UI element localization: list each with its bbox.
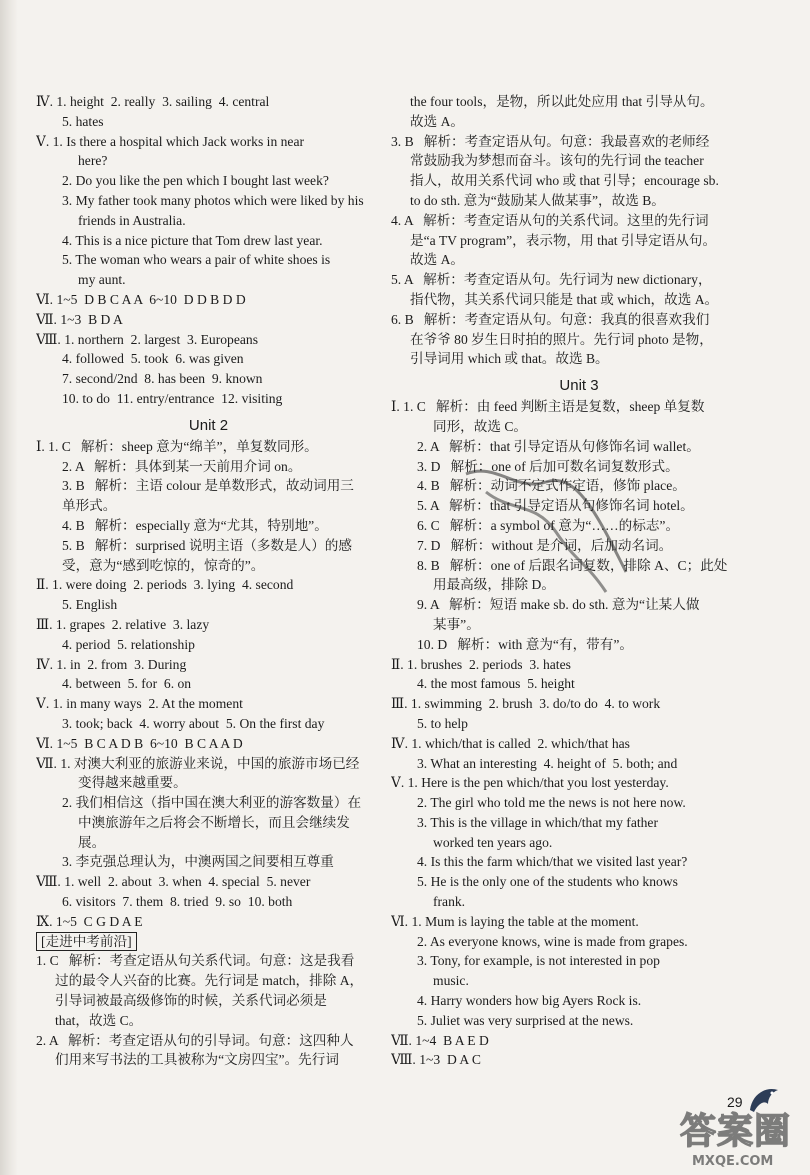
answer-line: Ⅲ. 1. swimming 2. brush 3. do/to do 4. to work [391, 696, 661, 712]
answer-line: 4. Harry wonders how big Ayers Rock is. [417, 993, 642, 1009]
answer-line: 6. B 解析：考查定语从句。句意：我真的很喜欢我们 [391, 311, 710, 327]
answer-line: 变得越来越重要。 [78, 775, 187, 791]
answer-line: 3. B 解析：主语 colour 是单数形式，故动词用三 [62, 478, 354, 494]
answer-line: friends in Australia. [78, 212, 186, 228]
answer-line: 5. B 解析：surprised 说明主语（多数是人）的感 [62, 537, 352, 553]
answer-line: Ⅶ. 1~3 B D A [36, 311, 123, 327]
left-column [36, 92, 381, 1070]
answer-line: the four tools，是物，所以此处应用 that 引导从句。 [410, 94, 714, 109]
page-binding-edge [0, 0, 18, 1175]
answer-line: 3. What an interesting 4. height of 5. both; and [417, 755, 678, 771]
answer-line: to do sth. 意为“鼓励某人做某事”，故选 B。 [410, 192, 665, 208]
answer-line: 5. Juliet was very surprised at the news. [417, 1012, 634, 1028]
answer-line: Ⅰ. 1. C 解析：sheep 意为“绵羊”，单复数同形。 [36, 438, 318, 454]
answer-line: 4. This is a nice picture that Tom drew last year. [62, 232, 323, 248]
unit-heading: Unit 2 [188, 416, 229, 434]
answer-line: 5. hates [62, 113, 104, 129]
answer-line: Ⅱ. 1. brushes 2. periods 3. hates [391, 656, 571, 672]
watermark-logo: 答案圈 [680, 1111, 792, 1152]
answer-line: 2. 我们相信这（指中国在澳大利亚的游客数量）在 [62, 795, 362, 811]
answer-line: 4. period 5. relationship [62, 636, 195, 652]
answer-line: my aunt. [78, 272, 126, 288]
answer-line: 3. B 解析：考查定语从句。句意：我最喜欢的老师经 [391, 133, 710, 149]
answer-line: 3. took; back 4. worry about 5. On the first day [62, 715, 325, 731]
answer-line: 5. English [62, 597, 118, 613]
answer-line: Ⅲ. 1. grapes 2. relative 3. lazy [36, 616, 210, 632]
answer-line: 某事”。 [433, 616, 480, 632]
answer-line: 指人，故用关系代词 who 或 that 引导；encourage sb. [410, 173, 719, 189]
answer-line: that，故选 C。 [55, 1012, 143, 1028]
answer-line: 6. C 解析：a symbol of 意为“……的标志”。 [417, 517, 680, 533]
answer-line: 们用来写书法的工具被称为“文房四宝”。先行词 [55, 1052, 339, 1068]
answer-line: 2. The girl who told me the news is not here now. [417, 795, 686, 811]
answer-line: 3. Tony, for example, is not interested in pop [417, 953, 660, 969]
answer-line: Ⅷ. 1. northern 2. largest 3. Europeans [36, 331, 259, 347]
answer-line: Ⅵ. 1~5 D B C A A 6~10 D D B D D [36, 291, 246, 307]
answer-line: music. [433, 973, 469, 989]
answer-line: Ⅶ. 1~4 B A E D [391, 1032, 489, 1048]
answer-line: 4. followed 5. took 6. was given [62, 351, 244, 367]
answer-line: Ⅱ. 1. were doing 2. periods 3. lying 4. second [36, 577, 294, 593]
answer-line: 4. Is this the farm which/that we visited last year? [417, 854, 688, 870]
answer-line: Ⅵ. 1. Mum is laying the table at the moment. [391, 913, 639, 929]
answer-line: 2. A 解析：that 引导定语从句修饰名词 wallet。 [417, 438, 700, 454]
answer-line: 故选 A。 [410, 113, 464, 129]
answer-line: 10. to do 11. entry/entrance 12. visiting [62, 390, 283, 406]
answer-line: 7. second/2nd 8. has been 9. known [62, 371, 263, 387]
answer-line: Ⅴ. 1. Here is the pen which/that you lost yesterday. [391, 775, 669, 791]
answer-line: 故选 A。 [410, 252, 464, 268]
answer-line: 8. B 解析：one of 后跟名词复数，排除 A、C；此处 [417, 557, 728, 573]
answer-line: 6. visitors 7. them 8. tried 9. so 10. both [62, 894, 293, 910]
answer-line: Ⅰ. 1. C 解析：由 feed 判断主语是复数，sheep 单复数 [391, 399, 705, 415]
answer-line: 引导词用 which 或 that。故选 B。 [410, 351, 609, 367]
answer-line: 5. to help [417, 715, 468, 731]
answer-line: 是“a TV program”，表示物，用 that 引导定语从句。 [410, 232, 717, 248]
answer-line: 在爷爷 80 岁生日时拍的照片。先行词 photo 是物， [410, 331, 713, 347]
answer-line: 4. A 解析：考查定语从句的关系代词。这里的先行词 [391, 212, 709, 228]
answer-line: 2. A 解析：考查定语从句的引导词。句意：这四种人 [36, 1032, 354, 1048]
answer-line: Ⅳ. 1. which/that is called 2. which/that has [391, 735, 630, 751]
answer-line: Ⅴ. 1. Is there a hospital which Jack works in near [36, 133, 305, 149]
answer-line: Ⅷ. 1. well 2. about 3. when 4. special 5. never [36, 874, 311, 890]
answer-line: 3. My father took many photos which were liked by his [62, 192, 364, 208]
answer-line: 3. 李克强总理认为，中澳两国之间要相互尊重 [62, 854, 334, 870]
answer-line: frank. [433, 894, 466, 910]
answer-line: 展。 [78, 834, 106, 850]
answer-line: Ⅷ. 1~3 D A C [391, 1052, 481, 1068]
answer-line: 受，意为“感到吃惊的，惊奇的”。 [62, 557, 265, 573]
answer-line: 7. D 解析：without 是介词，后加动名词。 [417, 537, 673, 553]
unit-heading: Unit 3 [559, 377, 599, 395]
answer-line: 2. A 解析：具体到某一天前用介词 on。 [62, 458, 302, 474]
answer-line: 用最高级，排除 D。 [433, 577, 555, 593]
answer-line: 5. A 解析：that 引导定语从句修饰名词 hotel。 [417, 498, 694, 514]
answer-line: 3. This is the village in which/that my father [417, 814, 658, 830]
answer-line: 1. C 解析：考查定语从句关系代词。句意：这是我看 [36, 953, 355, 969]
answer-line: 4. the most famous 5. height [417, 676, 575, 692]
watermark-url: MXQE.COM [692, 1154, 774, 1169]
answer-line: Ⅸ. 1~5 C G D A E [36, 913, 143, 929]
right-column [391, 92, 767, 1070]
answer-line: Ⅵ. 1~5 B C A D B 6~10 B C A A D [36, 735, 243, 751]
answer-line: Ⅳ. 1. in 2. from 3. During [36, 656, 187, 672]
answer-line: 常鼓励我为梦想而奋斗。该句的先行词 the teacher [410, 153, 704, 169]
answer-line: Ⅳ. 1. height 2. really 3. sailing 4. central [36, 94, 270, 109]
answer-line: 10. D 解析：with 意为“有，带有”。 [417, 636, 633, 652]
answer-line: Ⅴ. 1. in many ways 2. At the moment [36, 696, 243, 712]
site-watermark [680, 1112, 810, 1172]
answer-line: 同形，故选 C。 [433, 418, 528, 434]
answer-line: 指代物，其关系代词只能是 that 或 which，故选 A。 [410, 291, 719, 307]
answer-line: 3. D 解析：one of 后加可数名词复数形式。 [417, 458, 679, 474]
answer-line: 引导词被最高级修饰的时候，关系代词必须是 [55, 993, 327, 1009]
answer-line: 2. As everyone knows, wine is made from grapes. [417, 933, 688, 949]
answer-line: here? [78, 153, 108, 169]
answer-line: 9. A 解析：短语 make sb. do sth. 意为“让某人做 [417, 597, 700, 613]
answer-line: 过的最令人兴奋的比赛。先行词是 match，排除 A， [55, 973, 364, 989]
answer-line: Ⅶ. 1. 对澳大利亚的旅游业来说，中国的旅游市场已经 [36, 755, 360, 771]
answer-line: worked ten years ago. [433, 834, 553, 850]
answer-line: 5. A 解析：考查定语从句。先行词为 new dictionary， [391, 272, 712, 288]
answer-line: 单形式。 [62, 498, 117, 514]
section-heading [36, 932, 381, 952]
answer-line: 5. The woman who wears a pair of white shoes is [62, 252, 331, 268]
page-number: 29 [727, 1094, 743, 1110]
section-heading-label: [走进中考前沿] [36, 932, 137, 951]
answer-line: 中澳旅游年之后将会不断增长，而且会继续发 [78, 814, 350, 830]
answer-line: 4. B 解析：动词不定式作定语，修饰 place。 [417, 478, 686, 494]
answer-line: 4. B 解析：especially 意为“尤其，特别地”。 [62, 517, 328, 533]
answer-line: 4. between 5. for 6. on [62, 676, 192, 692]
answer-line: 5. He is the only one of the students who knows [417, 874, 678, 890]
answer-line: 2. Do you like the pen which I bought last week? [62, 173, 329, 189]
